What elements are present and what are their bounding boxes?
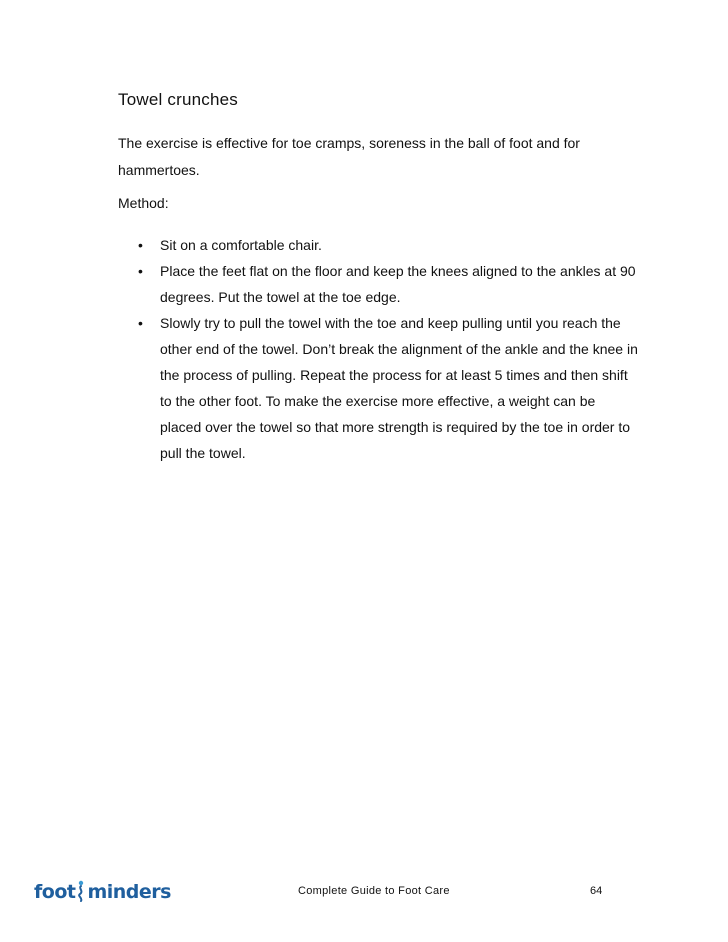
logo-text-right: minders: [87, 881, 171, 903]
footminders-logo: [34, 880, 171, 903]
step-text: Slowly try to pull the towel with the toe and keep pulling until you reach the other end of the towel. Don’t break the alignment of the ankle and the knee in the process of pulling. Repeat the process for at least 5 times and then shift to the other foot. To make the exercise more effective, a weight can be placed over the towel so that more strength is required by the toe in order to pull the towel.: [160, 315, 638, 461]
step-text: Place the feet flat on the floor and keep the knees aligned to the ankles at 90 degrees. Put the towel at the toe edge.: [160, 263, 636, 305]
bullet-icon: •: [138, 263, 143, 279]
list-item: [118, 310, 638, 466]
list-item: [118, 232, 638, 258]
step-text: Sit on a comfortable chair.: [160, 237, 322, 253]
bullet-icon: •: [138, 237, 143, 253]
intro-paragraph: The exercise is effective for toe cramps, soreness in the ball of foot and for hammertoes.: [118, 135, 580, 178]
list-item: [118, 258, 638, 310]
section-heading: Towel crunches: [118, 90, 238, 109]
steps-list: [118, 232, 638, 466]
logo-text-left: foot: [34, 881, 76, 903]
page-footer: [0, 874, 728, 914]
method-label: Method:: [118, 195, 169, 211]
bullet-icon: •: [138, 315, 143, 331]
page-number: 64: [590, 885, 603, 897]
footer-title: Complete Guide to Foot Care: [298, 885, 450, 897]
foot-figure-icon: [76, 880, 86, 902]
